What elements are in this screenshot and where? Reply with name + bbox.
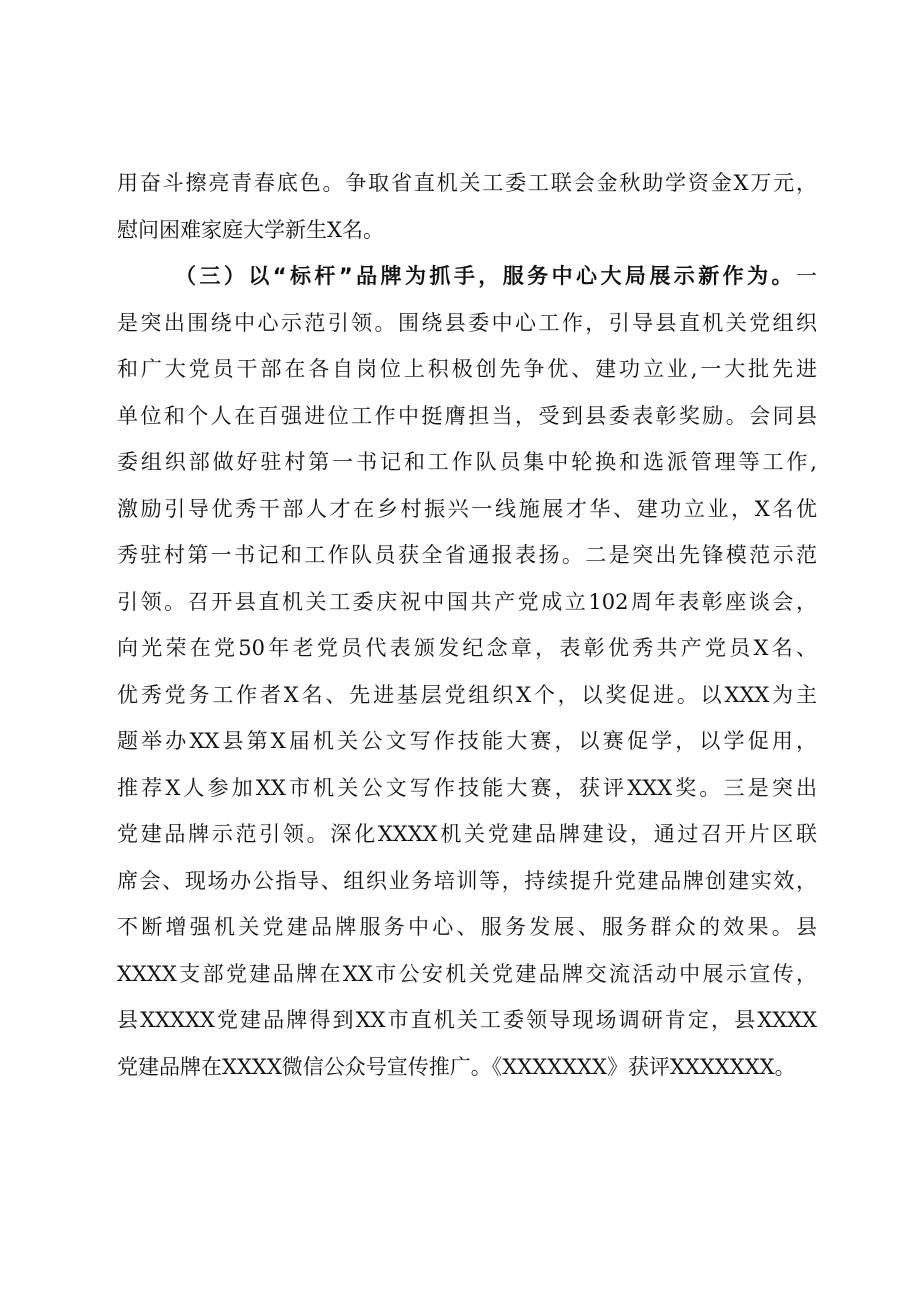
body-text — [117, 160, 817, 1090]
text-line: 向光荣在党50年老党员代表颁发纪念章，表彰优秀共产党员X名、 — [117, 636, 817, 660]
text-line: 和广大党员干部在各自岗位上积极创先争优、建功立业,一大批先进 — [117, 357, 817, 381]
text-line: 优秀党务工作者X名、先进基层党组织X个，以奖促进。以XXX为主 — [117, 682, 817, 707]
text-line: 推荐X人参加XX市机关公文写作技能大赛，获评XXX奖。三是突出 — [117, 775, 817, 800]
heading-line-continuation: 一 — [796, 264, 817, 288]
text-line: 席会、现场办公指导、组织业务培训等，持续提升党建品牌创建实效， — [117, 868, 817, 893]
text-line: 党建品牌在XXXX微信公众号宣传推广。《XXXXXXX》获评XXXXXXX。 — [117, 1054, 796, 1079]
section-heading-line — [117, 253, 817, 300]
text-line: 激励引导优秀干部人才在乡村振兴一线施展才华、建功立业，X名优 — [117, 496, 817, 521]
text-line: 慰问困难家庭大学新生X名。 — [117, 217, 384, 242]
text-line: 党建品牌示范引领。深化XXXX机关党建品牌建设，通过召开片区联 — [117, 822, 817, 846]
text-line: 用奋斗擦亮青春底色。争取省直机关工委工联会金秋助学资金X万元， — [117, 171, 817, 195]
text-line: 不断增强机关党建品牌服务中心、服务发展、服务群众的效果。县 — [117, 915, 817, 939]
text-line: 单位和个人在百强进位工作中挺膺担当，受到县委表彰奖励。会同县 — [117, 403, 817, 428]
text-line: 题举办XX县第X届机关公文写作技能大赛，以赛促学，以学促用， — [117, 729, 817, 753]
text-line: XXXX支部党建品牌在XX市公安机关党建品牌交流活动中展示宣传， — [117, 961, 817, 986]
section-heading: （三）以“标杆”品牌为抓手，服务中心大局展示新作为。 — [175, 264, 796, 288]
text-line: 是突出围绕中心示范引领。围绕县委中心工作，引导县直机关党组织 — [117, 310, 817, 335]
text-line: 委组织部做好驻村第一书记和工作队员集中轮换和选派管理等工作, — [117, 450, 817, 474]
text-line: 引领。召开县直机关工委庆祝中国共产党成立102周年表彰座谈会， — [117, 589, 817, 614]
text-line: 县XXXXX党建品牌得到XX市直机关工委领导现场调研肯定，县XXXX — [117, 1008, 817, 1032]
text-line: 秀驻村第一书记和工作队员获全省通报表扬。二是突出先锋模范示范 — [117, 543, 817, 567]
